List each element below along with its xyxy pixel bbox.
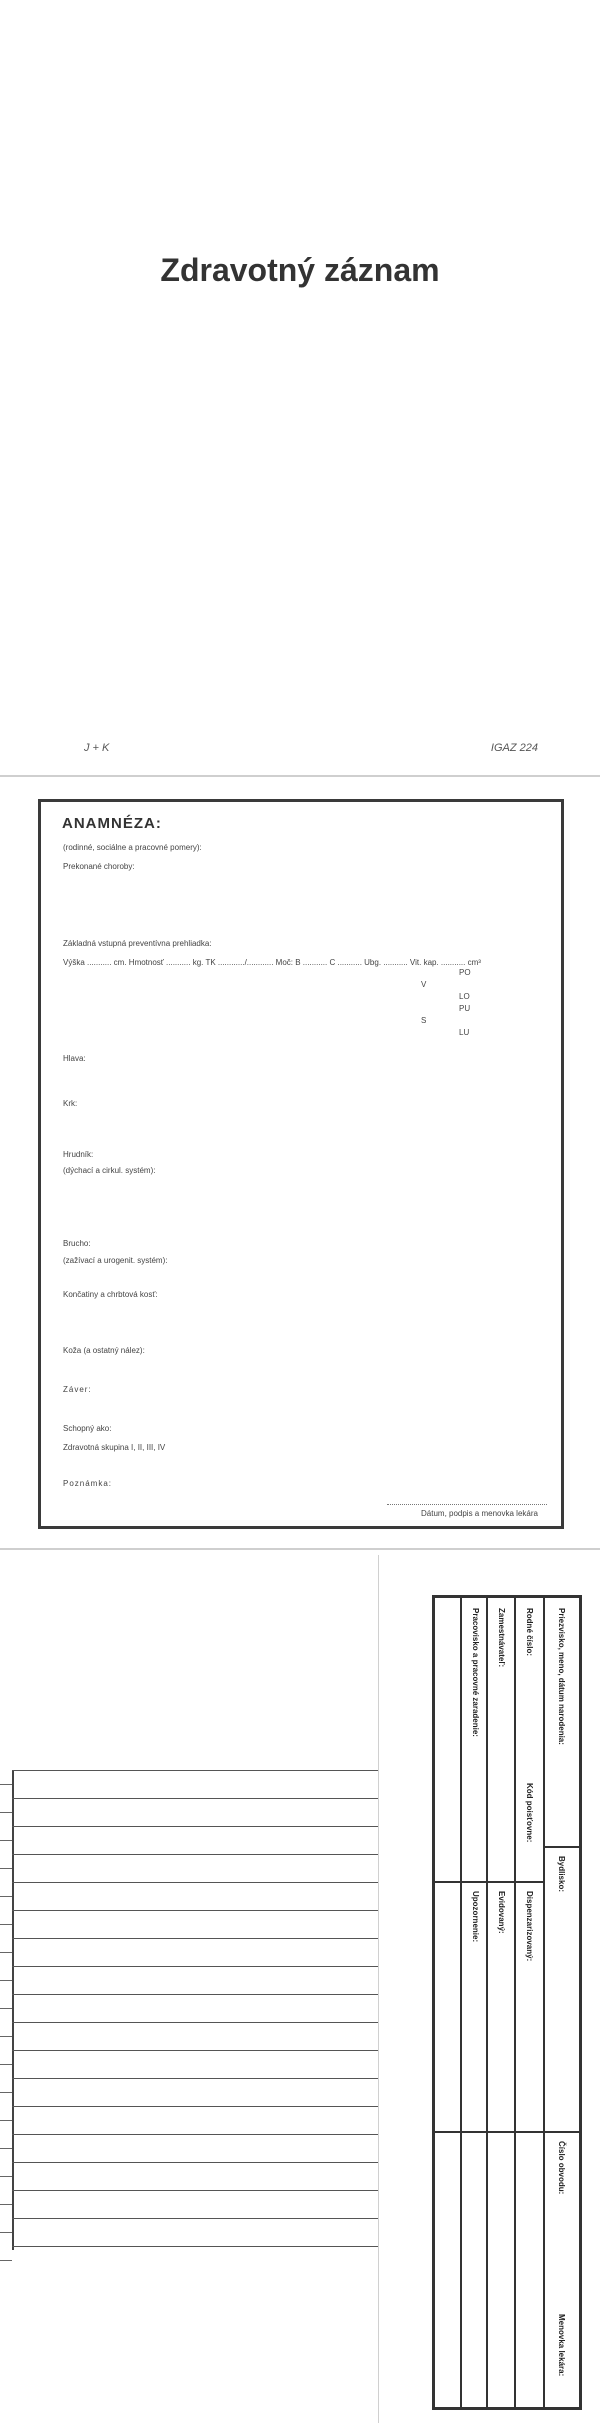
residence-label: Bydlisko: — [557, 1856, 566, 1893]
social-label: (rodinné, sociálne a pracovné pomery): — [63, 843, 202, 852]
workplace-label: Pracovisko a pracovné zaradenie: — [471, 1608, 480, 1737]
margin-tick — [0, 1896, 12, 1897]
ruled-line — [12, 2190, 378, 2191]
ruled-line — [12, 1966, 378, 1967]
chest-subsystem-label: (dýchací a cirkul. systém): — [63, 1166, 156, 1175]
form-code: IGAZ 224 — [490, 742, 538, 754]
margin-tick — [0, 1924, 12, 1925]
ruled-line — [12, 1882, 378, 1883]
publisher-mark: J + K — [84, 742, 110, 754]
ruled-line — [12, 1798, 378, 1799]
anamnesis-page — [0, 780, 600, 1543]
table-row-line — [543, 1846, 582, 1848]
ruled-line — [12, 2078, 378, 2079]
name-dob-label: Priezvisko, meno, dátum narodenia: — [557, 1608, 566, 1745]
limbs-label: Končatiny a chrbtová kosť: — [63, 1290, 158, 1299]
health-group-label: Zdravotná skupina I, II, III, IV — [63, 1443, 166, 1452]
ruled-line — [12, 1770, 378, 1771]
chest-label: Hrudník: — [63, 1150, 94, 1159]
document-title: Zdravotný záznam — [160, 252, 440, 288]
eye-pu-label: PU — [459, 1004, 471, 1013]
margin-tick — [0, 2176, 12, 2177]
table-row-line — [435, 2131, 582, 2133]
ruled-notes-area — [0, 1770, 378, 2250]
margin-tick — [0, 2008, 12, 2009]
eye-v-label: V — [421, 980, 427, 989]
dispensarized-label: Dispenzarizovaný: — [525, 1891, 534, 1962]
table-column-line — [514, 1598, 516, 2407]
signature-caption: Dátum, podpis a menovka lekára — [421, 1509, 538, 1518]
margin-tick — [0, 2260, 12, 2261]
ruled-line — [12, 1910, 378, 1911]
head-label: Hlava: — [63, 1054, 86, 1063]
patient-card-table — [432, 1595, 582, 2410]
index-card-page — [0, 1555, 600, 2423]
signature-line — [387, 1504, 547, 1505]
eye-po-label: PO — [459, 968, 471, 977]
margin-tick — [0, 2232, 12, 2233]
margin-tick — [0, 2036, 12, 2037]
ruled-line — [12, 2050, 378, 2051]
measurements-line: Výška ........... cm. Hmotnosť ........... kg. TK ............/............ Moč: B ........... C ........... Ubg. ........... Vit. kap. ........... cm³ — [63, 958, 481, 967]
fit-as-label: Schopný ako: — [63, 1424, 112, 1433]
employer-label: Zamestnávateľ: — [497, 1608, 506, 1668]
doctor-stamp-label: Menovka lekára: — [557, 2314, 566, 2377]
fold-line — [378, 1555, 379, 2423]
note-label: Poznámka: — [63, 1479, 113, 1488]
eye-lu-label: LU — [459, 1028, 470, 1037]
margin-tick — [0, 2120, 12, 2121]
eye-s-label: S — [421, 1016, 427, 1025]
ruled-line — [12, 2106, 378, 2107]
abdomen-label: Brucho: — [63, 1239, 91, 1248]
margin-tick — [0, 1980, 12, 1981]
past-illnesses-label: Prekonané choroby: — [63, 862, 135, 871]
margin-tick — [0, 1868, 12, 1869]
insurance-code-label: Kód poisťovne: — [525, 1783, 534, 1843]
margin-tick — [0, 1952, 12, 1953]
neck-label: Krk: — [63, 1099, 78, 1108]
cover-page — [0, 0, 600, 775]
ruled-line — [12, 2134, 378, 2135]
eye-lo-label: LO — [459, 992, 470, 1001]
page-separator — [0, 775, 600, 777]
card-number-label: Číslo obvodu: — [557, 2141, 566, 2195]
skin-label: Koža (a ostatný nález): — [63, 1346, 145, 1355]
table-row-line — [435, 1881, 543, 1883]
ruled-line — [12, 2162, 378, 2163]
margin-tick — [0, 2148, 12, 2149]
conclusion-label: Záver: — [63, 1385, 92, 1394]
entry-exam-label: Základná vstupná preventívna prehliadka: — [63, 939, 212, 948]
margin-tick — [0, 1840, 12, 1841]
warning-label: Upozornenie: — [471, 1891, 480, 1943]
birth-number-label: Rodné číslo: — [525, 1608, 534, 1657]
abdomen-subsystem-label: (zažívací a urogenit. systém): — [63, 1256, 168, 1265]
margin-tick — [0, 1784, 12, 1785]
table-column-line — [460, 1598, 462, 2407]
anamnesis-heading: ANAMNÉZA: — [62, 815, 162, 832]
ruled-line — [12, 1994, 378, 1995]
ruled-line — [12, 1854, 378, 1855]
margin-tick — [0, 2204, 12, 2205]
anamnesis-form-frame — [38, 799, 564, 1529]
margin-tick — [0, 2092, 12, 2093]
margin-tick — [0, 1812, 12, 1813]
margin-tick — [0, 2064, 12, 2065]
table-column-line — [543, 1598, 545, 2407]
table-column-line — [486, 1598, 488, 2407]
ruled-line — [12, 2218, 378, 2219]
ruled-line — [12, 2022, 378, 2023]
ruled-line — [12, 1938, 378, 1939]
registered-label: Evidovaný: — [497, 1891, 506, 1934]
page-separator — [0, 1548, 600, 1550]
ruled-line — [12, 1826, 378, 1827]
margin-line — [12, 1770, 14, 2250]
ruled-line — [12, 2246, 378, 2247]
